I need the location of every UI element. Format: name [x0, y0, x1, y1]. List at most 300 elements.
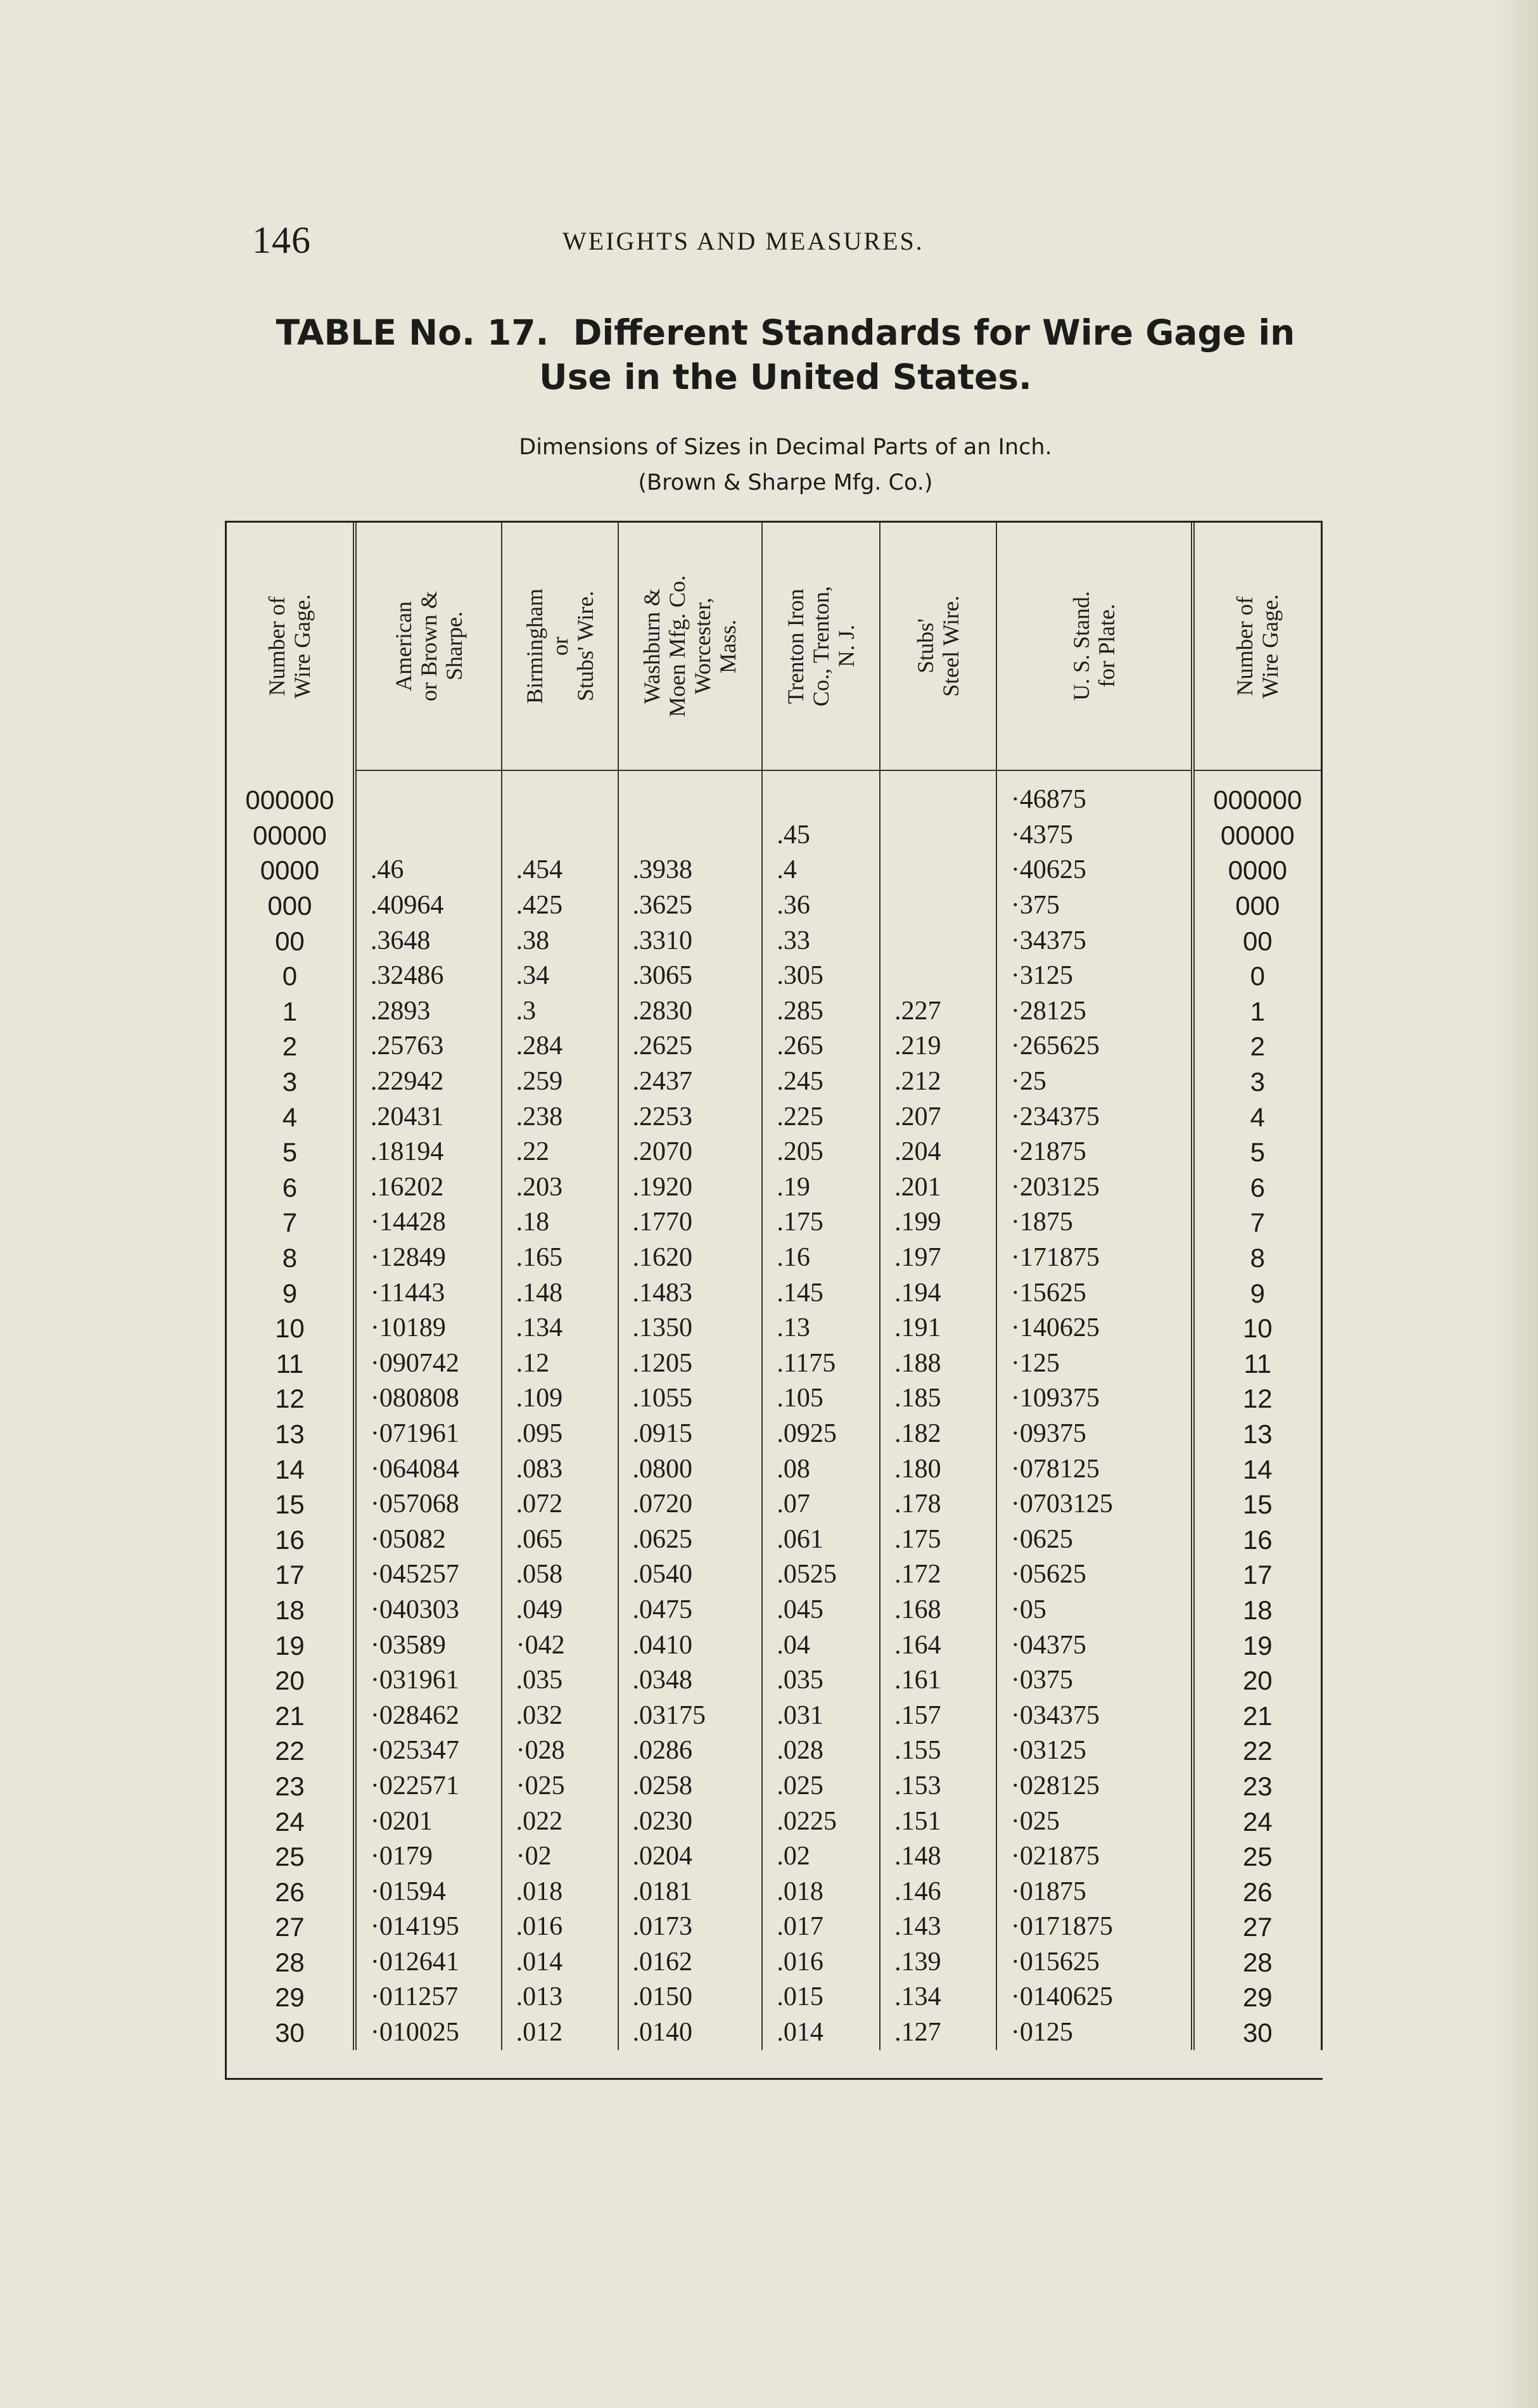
- table-cell: [880, 923, 996, 959]
- table-cell: ·011257: [355, 1980, 502, 2015]
- table-cell: ·1875: [996, 1205, 1193, 1240]
- table-cell: 28: [1193, 1945, 1322, 1980]
- table-cell: [880, 770, 996, 818]
- table-cell: 13: [1193, 1417, 1322, 1452]
- table-cell: .172: [880, 1557, 996, 1593]
- table-cell: ·028462: [355, 1698, 502, 1733]
- table-cell: .165: [502, 1240, 618, 1276]
- table-cell: 7: [227, 1205, 355, 1240]
- column-header-label: Number of Wire Gage.: [1232, 594, 1283, 699]
- table-cell: 11: [1193, 1346, 1322, 1382]
- table-cell: .3938: [618, 853, 763, 888]
- table-row: [227, 1769, 1322, 1804]
- table-cell: ·0625: [996, 1522, 1193, 1557]
- table-cell: .204: [880, 1135, 996, 1170]
- table-cell: .199: [880, 1205, 996, 1240]
- table-cell: ·028: [502, 1733, 618, 1769]
- table-cell: .03175: [618, 1698, 763, 1733]
- table-cell: 20: [227, 1663, 355, 1698]
- table-cell: .146: [880, 1874, 996, 1909]
- table-cell: ·203125: [996, 1170, 1193, 1206]
- table-cell: .0181: [618, 1874, 763, 1909]
- table-cell: .04: [762, 1628, 880, 1663]
- table-cell: ·05: [996, 1593, 1193, 1628]
- table-cell: .1620: [618, 1240, 763, 1276]
- table-cell: 30: [227, 2015, 355, 2051]
- table-cell: .1483: [618, 1275, 763, 1311]
- table-cell: ·171875: [996, 1240, 1193, 1276]
- table-row: [227, 1135, 1322, 1170]
- table-cell: .017: [762, 1909, 880, 1945]
- table-cell: ·0140625: [996, 1980, 1193, 2015]
- table-cell: .18: [502, 1205, 618, 1240]
- table-cell: .0915: [618, 1417, 763, 1452]
- table-row: [227, 1381, 1322, 1417]
- table-cell: .0286: [618, 1733, 763, 1769]
- subtitle-line-1: Dimensions of Sizes in Decimal Parts of an Inch.: [519, 435, 1052, 460]
- running-title: WEIGHTS AND MEASURES.: [562, 227, 924, 255]
- table-cell: .3065: [618, 959, 763, 994]
- page-number: 146: [252, 219, 311, 261]
- table-cell: ·0171875: [996, 1909, 1193, 1945]
- table-cell: .1770: [618, 1205, 763, 1240]
- table-row: [227, 1275, 1322, 1311]
- table-cell: [880, 818, 996, 853]
- table-row: [227, 1874, 1322, 1909]
- subtitle-line-2: (Brown & Sharpe Mfg. Co.): [638, 470, 933, 495]
- table-cell: 7: [1193, 1205, 1322, 1240]
- table-cell: .16: [762, 1240, 880, 1276]
- table-cell: .1055: [618, 1381, 763, 1417]
- table-cell: .145: [762, 1275, 880, 1311]
- table-cell: .34: [502, 959, 618, 994]
- table-cell: ·025347: [355, 1733, 502, 1769]
- table-cell: .1175: [762, 1346, 880, 1382]
- table-row: [227, 770, 1322, 818]
- table-cell: 12: [1193, 1381, 1322, 1417]
- table-cell: ·125: [996, 1346, 1193, 1382]
- table-cell: ·015625: [996, 1945, 1193, 1980]
- table-cell: 14: [227, 1451, 355, 1487]
- table-cell: 16: [227, 1522, 355, 1557]
- table-cell: ·14428: [355, 1205, 502, 1240]
- table-cell: 8: [227, 1240, 355, 1276]
- table-cell: .134: [502, 1311, 618, 1346]
- table-cell: .238: [502, 1099, 618, 1135]
- table-cell: 23: [1193, 1769, 1322, 1804]
- table-cell: ·05625: [996, 1557, 1193, 1593]
- table-cell: .16202: [355, 1170, 502, 1206]
- table-cell: .155: [880, 1733, 996, 1769]
- column-header-label: Stubs' Steel Wire.: [913, 596, 964, 697]
- table-cell: .012: [502, 2015, 618, 2051]
- column-header-label: Trenton Iron Co., Trenton, N. J.: [783, 585, 860, 707]
- table-cell: 17: [227, 1557, 355, 1593]
- table-cell: .134: [880, 1980, 996, 2015]
- table-cell: 12: [227, 1381, 355, 1417]
- table-row: [227, 2015, 1322, 2051]
- table-cell: .0162: [618, 1945, 763, 1980]
- table-cell: .3310: [618, 923, 763, 959]
- table-cell: ·042: [502, 1628, 618, 1663]
- table-cell: ·071961: [355, 1417, 502, 1452]
- table-cell: .38: [502, 923, 618, 959]
- table-cell: 10: [1193, 1311, 1322, 1346]
- table-cell: .065: [502, 1522, 618, 1557]
- table-cell: .284: [502, 1029, 618, 1064]
- table-cell: 00: [1193, 923, 1322, 959]
- table-row: [227, 923, 1322, 959]
- table-row: [227, 853, 1322, 888]
- table-cell: 9: [1193, 1275, 1322, 1311]
- table-cell: .0348: [618, 1663, 763, 1698]
- table-row: [227, 1804, 1322, 1839]
- wire-gage-table: [227, 523, 1323, 2050]
- table-cell: ·031961: [355, 1663, 502, 1698]
- table-cell: 16: [1193, 1522, 1322, 1557]
- table-cell: .0225: [762, 1804, 880, 1839]
- table-cell: .0475: [618, 1593, 763, 1628]
- table-cell: .1920: [618, 1170, 763, 1206]
- table-cell: .0800: [618, 1451, 763, 1487]
- table-cell: .07: [762, 1487, 880, 1522]
- table-cell: .212: [880, 1064, 996, 1100]
- table-cell: .168: [880, 1593, 996, 1628]
- table-cell: .13: [762, 1311, 880, 1346]
- table-title-line-1: TABLE No. 17. Different Standards for Wire Gage in: [276, 312, 1295, 353]
- table-cell: .185: [880, 1381, 996, 1417]
- table-row: [227, 1698, 1322, 1733]
- table-cell: 4: [1193, 1099, 1322, 1135]
- table-cell: ·022571: [355, 1769, 502, 1804]
- table-cell: 21: [227, 1698, 355, 1733]
- table-row: [227, 888, 1322, 924]
- table-cell: ·4375: [996, 818, 1193, 853]
- table-cell: ·234375: [996, 1099, 1193, 1135]
- table-cell: .105: [762, 1381, 880, 1417]
- table-cell: .014: [762, 2015, 880, 2051]
- table-row: [227, 1839, 1322, 1875]
- table-cell: 24: [227, 1804, 355, 1839]
- table-cell: .1205: [618, 1346, 763, 1382]
- table-cell: 00000: [1193, 818, 1322, 853]
- table-cell: ·090742: [355, 1346, 502, 1382]
- table-row: [227, 1029, 1322, 1064]
- table-cell: ·078125: [996, 1451, 1193, 1487]
- table-cell: .191: [880, 1311, 996, 1346]
- table-subtitle: [355, 430, 1216, 500]
- column-header: [1193, 523, 1322, 770]
- table-cell: [618, 770, 763, 818]
- table-cell: .33: [762, 923, 880, 959]
- table-cell: .205: [762, 1135, 880, 1170]
- table-cell: [762, 770, 880, 818]
- table-cell: 10: [227, 1311, 355, 1346]
- table-cell: ·064084: [355, 1451, 502, 1487]
- table-cell: 17: [1193, 1557, 1322, 1593]
- table-cell: ·140625: [996, 1311, 1193, 1346]
- table-row: [227, 959, 1322, 994]
- table-cell: .0230: [618, 1804, 763, 1839]
- table-cell: 8: [1193, 1240, 1322, 1276]
- table-cell: ·25: [996, 1064, 1193, 1100]
- table-cell: 000: [227, 888, 355, 924]
- table-cell: 19: [227, 1628, 355, 1663]
- table-cell: 5: [1193, 1135, 1322, 1170]
- table-cell: 15: [227, 1487, 355, 1522]
- table-cell: 000000: [227, 770, 355, 818]
- table-cell: ·045257: [355, 1557, 502, 1593]
- table-cell: .1350: [618, 1311, 763, 1346]
- table-cell: .109: [502, 1381, 618, 1417]
- table-cell: ·04375: [996, 1628, 1193, 1663]
- column-header: [996, 523, 1193, 770]
- table-cell: ·010025: [355, 2015, 502, 2051]
- table-cell: .139: [880, 1945, 996, 1980]
- table-cell: 1: [1193, 994, 1322, 1029]
- table-cell: .016: [502, 1909, 618, 1945]
- table-cell: ·05082: [355, 1522, 502, 1557]
- table-cell: .061: [762, 1522, 880, 1557]
- table-cell: ·10189: [355, 1311, 502, 1346]
- table-cell: .225: [762, 1099, 880, 1135]
- table-cell: .0625: [618, 1522, 763, 1557]
- table-cell: 6: [1193, 1170, 1322, 1206]
- table-cell: 1: [227, 994, 355, 1029]
- table-cell: 0: [1193, 959, 1322, 994]
- table-cell: 13: [227, 1417, 355, 1452]
- table-cell: .305: [762, 959, 880, 994]
- table-cell: 29: [1193, 1980, 1322, 2015]
- table-cell: [355, 818, 502, 853]
- table-cell: .0140: [618, 2015, 763, 2051]
- table-cell: ·0703125: [996, 1487, 1193, 1522]
- table-cell: ·0201: [355, 1804, 502, 1839]
- table-cell: .032: [502, 1698, 618, 1733]
- table-cell: .0204: [618, 1839, 763, 1875]
- table-cell: .049: [502, 1593, 618, 1628]
- table-cell: ·03589: [355, 1628, 502, 1663]
- table-cell: .028: [762, 1733, 880, 1769]
- table-cell: .2625: [618, 1029, 763, 1064]
- table-cell: ·025: [502, 1769, 618, 1804]
- table-row: [227, 1628, 1322, 1663]
- table-row: [227, 1980, 1322, 2015]
- table-cell: .083: [502, 1451, 618, 1487]
- table-cell: .180: [880, 1451, 996, 1487]
- table-row: [227, 1240, 1322, 1276]
- table-cell: 27: [227, 1909, 355, 1945]
- table-cell: 000000: [1193, 770, 1322, 818]
- table-row: [227, 1487, 1322, 1522]
- page-edge-shadow: [1494, 0, 1538, 2408]
- table-row: [227, 1205, 1322, 1240]
- table-cell: .072: [502, 1487, 618, 1522]
- table-cell: .454: [502, 853, 618, 888]
- table-cell: 25: [1193, 1839, 1322, 1875]
- table-cell: .161: [880, 1663, 996, 1698]
- table-row: [227, 818, 1322, 853]
- table-cell: .095: [502, 1417, 618, 1452]
- table-cell: 28: [227, 1945, 355, 1980]
- table-cell: .013: [502, 1980, 618, 2015]
- table-cell: .25763: [355, 1029, 502, 1064]
- table-cell: .3625: [618, 888, 763, 924]
- table-cell: .022: [502, 1804, 618, 1839]
- table-cell: .182: [880, 1417, 996, 1452]
- table-cell: [618, 818, 763, 853]
- table-cell: .2830: [618, 994, 763, 1029]
- table-cell: 3: [1193, 1064, 1322, 1100]
- table-cell: 19: [1193, 1628, 1322, 1663]
- table-row: [227, 1170, 1322, 1206]
- table-cell: .207: [880, 1099, 996, 1135]
- running-head: [252, 219, 1329, 269]
- table-cell: .035: [502, 1663, 618, 1698]
- table-cell: .0540: [618, 1557, 763, 1593]
- table-cell: .4: [762, 853, 880, 888]
- table-cell: 23: [227, 1769, 355, 1804]
- column-header: [502, 523, 618, 770]
- table-cell: 15: [1193, 1487, 1322, 1522]
- table-row: [227, 1557, 1322, 1593]
- table-cell: ·375: [996, 888, 1193, 924]
- table-cell: .245: [762, 1064, 880, 1100]
- table-cell: .19: [762, 1170, 880, 1206]
- table-cell: .045: [762, 1593, 880, 1628]
- table-cell: .018: [762, 1874, 880, 1909]
- table-cell: .0720: [618, 1487, 763, 1522]
- table-cell: .175: [762, 1205, 880, 1240]
- table-cell: [502, 770, 618, 818]
- table-cell: .151: [880, 1804, 996, 1839]
- table-cell: .2893: [355, 994, 502, 1029]
- table-cell: ·03125: [996, 1733, 1193, 1769]
- table-cell: 26: [227, 1874, 355, 1909]
- table-row: [227, 1099, 1322, 1135]
- table-cell: .259: [502, 1064, 618, 1100]
- table-cell: .3: [502, 994, 618, 1029]
- table-cell: .0150: [618, 1980, 763, 2015]
- table-cell: .0258: [618, 1769, 763, 1804]
- table-cell: ·11443: [355, 1275, 502, 1311]
- table-cell: .127: [880, 2015, 996, 2051]
- table-cell: .153: [880, 1769, 996, 1804]
- table-row: [227, 1064, 1322, 1100]
- table-cell: .2070: [618, 1135, 763, 1170]
- table-cell: .227: [880, 994, 996, 1029]
- column-header: [618, 523, 763, 770]
- column-header: [227, 523, 355, 770]
- table-cell: ·02: [502, 1839, 618, 1875]
- table-cell: .018: [502, 1874, 618, 1909]
- column-header-label: Number of Wire Gage.: [264, 594, 315, 699]
- table-cell: ·0125: [996, 2015, 1193, 2051]
- table-cell: ·109375: [996, 1381, 1193, 1417]
- table-cell: 00000: [227, 818, 355, 853]
- table-cell: .2253: [618, 1099, 763, 1135]
- table-cell: [880, 959, 996, 994]
- table-cell: .178: [880, 1487, 996, 1522]
- table-cell: .18194: [355, 1135, 502, 1170]
- table-cell: 3: [227, 1064, 355, 1100]
- table-cell: .025: [762, 1769, 880, 1804]
- table-cell: ·014195: [355, 1909, 502, 1945]
- table-cell: .22942: [355, 1064, 502, 1100]
- table-cell: .2437: [618, 1064, 763, 1100]
- table-cell: ·01875: [996, 1874, 1193, 1909]
- table-cell: .22: [502, 1135, 618, 1170]
- table-cell: .0173: [618, 1909, 763, 1945]
- table-cell: ·080808: [355, 1381, 502, 1417]
- table-row: [227, 1417, 1322, 1452]
- table-cell: [880, 853, 996, 888]
- table-cell: .164: [880, 1628, 996, 1663]
- table-cell: ·021875: [996, 1839, 1193, 1875]
- table-row: [227, 994, 1322, 1029]
- table-cell: ·12849: [355, 1240, 502, 1276]
- table-cell: 000: [1193, 888, 1322, 924]
- table-cell: ·21875: [996, 1135, 1193, 1170]
- table-cell: .058: [502, 1557, 618, 1593]
- table-cell: ·265625: [996, 1029, 1193, 1064]
- table-cell: 9: [227, 1275, 355, 1311]
- table-cell: .46: [355, 853, 502, 888]
- table-row: [227, 1733, 1322, 1769]
- table-cell: ·15625: [996, 1275, 1193, 1311]
- table-cell: 20: [1193, 1663, 1322, 1698]
- table-cell: ·01594: [355, 1874, 502, 1909]
- column-header: [762, 523, 880, 770]
- table-cell: .194: [880, 1275, 996, 1311]
- table-cell: ·46875: [996, 770, 1193, 818]
- table-cell: .285: [762, 994, 880, 1029]
- table-cell: ·025: [996, 1804, 1193, 1839]
- table-cell: ·09375: [996, 1417, 1193, 1452]
- table-cell: .014: [502, 1945, 618, 1980]
- table-cell: ·40625: [996, 853, 1193, 888]
- table-cell: 22: [1193, 1733, 1322, 1769]
- wire-gage-table-frame: [225, 521, 1323, 2080]
- table-row: [227, 1663, 1322, 1698]
- table-cell: .45: [762, 818, 880, 853]
- table-cell: 0: [227, 959, 355, 994]
- table-title-line-2: Use in the United States.: [539, 357, 1032, 397]
- table-cell: [502, 818, 618, 853]
- column-header-label: Birmingham or Stubs' Wire.: [521, 589, 598, 704]
- table-cell: 21: [1193, 1698, 1322, 1733]
- table-cell: .3648: [355, 923, 502, 959]
- table-cell: .175: [880, 1522, 996, 1557]
- table-cell: .12: [502, 1346, 618, 1382]
- column-header: [880, 523, 996, 770]
- table-row: [227, 1909, 1322, 1945]
- column-header-label: Washburn & Moen Mfg. Co. Worcester, Mass.: [639, 575, 741, 717]
- table-cell: .148: [502, 1275, 618, 1311]
- table-cell: 27: [1193, 1909, 1322, 1945]
- table-title: [228, 310, 1343, 399]
- table-cell: ·040303: [355, 1593, 502, 1628]
- table-cell: .219: [880, 1029, 996, 1064]
- table-cell: .0410: [618, 1628, 763, 1663]
- table-row: [227, 1593, 1322, 1628]
- table-header-row: [227, 523, 1322, 770]
- table-cell: 25: [227, 1839, 355, 1875]
- table-cell: 26: [1193, 1874, 1322, 1909]
- table-cell: 30: [1193, 2015, 1322, 2051]
- table-cell: .148: [880, 1839, 996, 1875]
- table-cell: .143: [880, 1909, 996, 1945]
